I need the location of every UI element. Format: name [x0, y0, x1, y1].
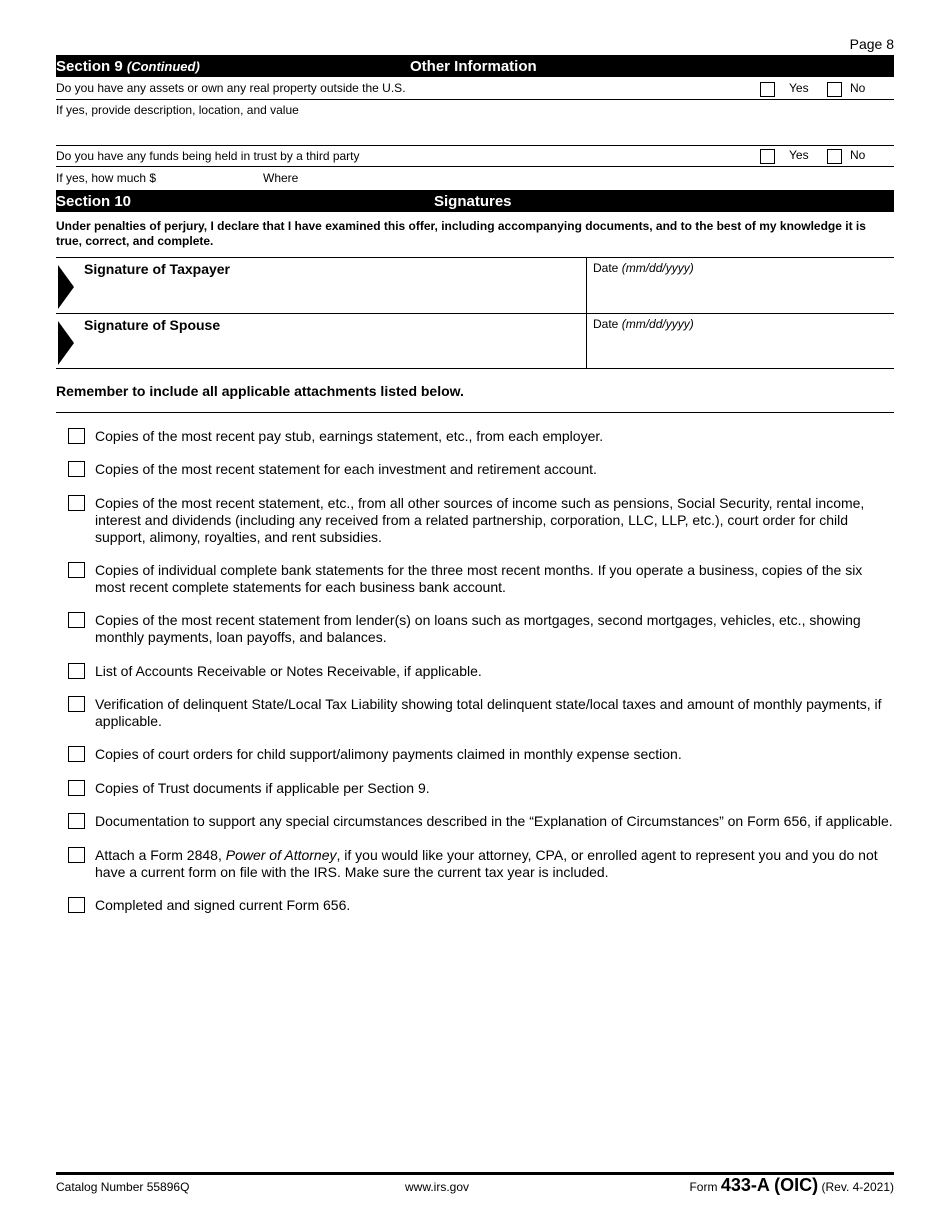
- trust-amount-label: If yes, how much $: [56, 171, 157, 185]
- attachment-checkbox[interactable]: [68, 612, 85, 628]
- section-9-header: [56, 55, 894, 77]
- attachment-checkbox[interactable]: [68, 746, 85, 762]
- divider: [586, 314, 587, 369]
- divider: [56, 145, 894, 146]
- trust-funds-no-label: No: [850, 148, 866, 162]
- sign-here-arrow-icon: [58, 321, 74, 365]
- trust-funds-detail-row: [56, 171, 894, 185]
- attachment-checkbox[interactable]: [68, 780, 85, 796]
- taxpayer-date-label: Date (mm/dd/yyyy): [593, 261, 694, 275]
- irs-website: www.irs.gov: [405, 1180, 470, 1194]
- attachment-checkbox[interactable]: [68, 813, 85, 829]
- trust-where-label: Where: [263, 171, 299, 185]
- divider: [56, 166, 894, 167]
- trust-funds-question: Do you have any funds being held in trust by a third party: [56, 149, 360, 163]
- attachment-checkbox[interactable]: [68, 897, 85, 913]
- attachment-checkbox[interactable]: [68, 562, 85, 578]
- taxpayer-signature-label: Signature of Taxpayer: [84, 261, 231, 277]
- foreign-assets-detail-label: If yes, provide description, location, and value: [56, 103, 299, 117]
- foreign-assets-question: Do you have any assets or own any real property outside the U.S.: [56, 81, 406, 95]
- sign-here-arrow-icon: [58, 265, 74, 309]
- trust-funds-no-checkbox[interactable]: [827, 149, 842, 164]
- section-10-title: Signatures: [434, 193, 512, 210]
- foreign-assets-no-checkbox[interactable]: [827, 82, 842, 97]
- divider: [56, 412, 894, 413]
- foreign-assets-yes-checkbox[interactable]: [760, 82, 775, 97]
- catalog-number: Catalog Number 55896Q: [56, 1180, 190, 1194]
- attachment-checkbox[interactable]: [68, 663, 85, 679]
- trust-funds-yes-checkbox[interactable]: [760, 149, 775, 164]
- taxpayer-signature-box[interactable]: [56, 257, 894, 313]
- foreign-assets-yes-label: Yes: [789, 81, 809, 95]
- attachment-checkbox[interactable]: [68, 847, 85, 863]
- form-identifier: Form 433-A (OIC) (Rev. 4-2021): [689, 1175, 894, 1195]
- section-9-label: Section 9 (Continued): [56, 58, 200, 75]
- trust-funds-yes-label: Yes: [789, 148, 809, 162]
- foreign-assets-no-label: No: [850, 81, 866, 95]
- attachments-heading: Remember to include all applicable attachments listed below.: [56, 383, 464, 399]
- attachment-checkbox[interactable]: [68, 461, 85, 477]
- spouse-date-label: Date (mm/dd/yyyy): [593, 317, 694, 331]
- section-10-label: Section 10: [56, 193, 132, 210]
- page-number: Page 8: [849, 36, 894, 52]
- divider: [56, 99, 894, 100]
- divider: [586, 258, 587, 313]
- perjury-statement: Under penalties of perjury, I declare that I have examined this offer, including accompanying documents, and to the best of my knowledge it is true, correct, and complete.: [56, 219, 866, 248]
- attachment-checkbox[interactable]: [68, 428, 85, 444]
- attachment-checkbox[interactable]: [68, 495, 85, 511]
- section-10-header: [56, 190, 894, 212]
- section-9-title: Other Information: [410, 58, 537, 75]
- attachment-checkbox[interactable]: [68, 696, 85, 712]
- spouse-signature-label: Signature of Spouse: [84, 317, 221, 333]
- spouse-signature-box[interactable]: [56, 313, 894, 369]
- divider: [56, 368, 894, 369]
